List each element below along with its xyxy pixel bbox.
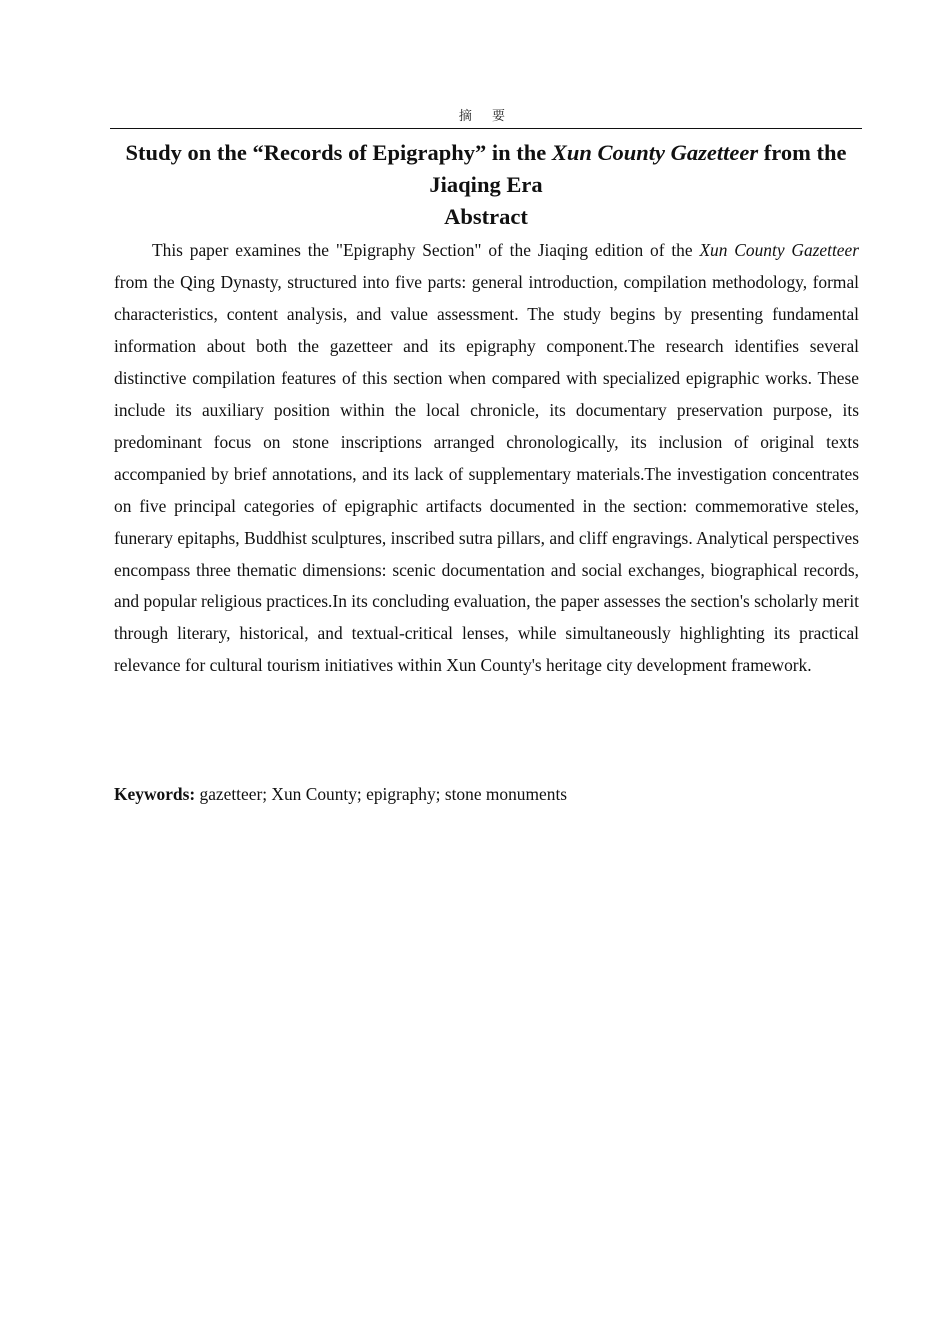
abstract-part-1: This paper examines the "Epigraphy Section" of the Jiaqing edition of the	[152, 240, 700, 260]
abstract-italic-gazetteer: Xun County Gazetteer	[699, 240, 859, 260]
keywords-value: gazetteer; Xun County; epigraphy; stone monuments	[195, 784, 568, 804]
keywords-label: Keywords:	[114, 784, 196, 804]
abstract-part-2: from the Qing Dynasty, structured into five parts: general introduction, compilation methodology, formal characteristics, content analysis, and value assessment. The study begins by presenting fundamental information about both the gazetteer and its epigraphy component.The research identifies several distinctive compilation features of this section when compared with specialized epigraphic works. These include its auxiliary position within the local chronicle, its documentary preservation purpose, its predominant focus on stone inscriptions arranged chronologically, its inclusion of original texts accompanied by brief annotations, and its lack of supplementary materials.The investigation concentrates on five principal categories of epigraphic artifacts documented in the section: commemorative steles, funerary epitaphs, Buddhist sculptures, inscribed sutra pillars, and cliff engravings. Analytical perspectives encompass three thematic dimensions: scenic documentation and social exchanges, biographical records, and popular religious practices.In its concluding evaluation, the paper assesses the section's scholarly merit through literary, historical, and textual-critical lenses, while simultaneously highlighting its practical relevance for cultural tourism initiatives within Xun County's heritage city development framework.	[114, 271, 859, 676]
keywords-line	[114, 778, 859, 810]
title-part-1: Study on the “Records of Epigraphy” in the	[125, 140, 552, 165]
running-header: 摘 要	[458, 109, 514, 124]
abstract-heading: Abstract	[444, 204, 528, 229]
title-italic-gazetteer: Xun County Gazetteer	[551, 140, 759, 165]
abstract-body	[114, 235, 859, 682]
header-rule	[110, 128, 862, 129]
paper-title	[110, 137, 862, 201]
title-part-2: from the Jiaqing Era	[429, 140, 847, 197]
